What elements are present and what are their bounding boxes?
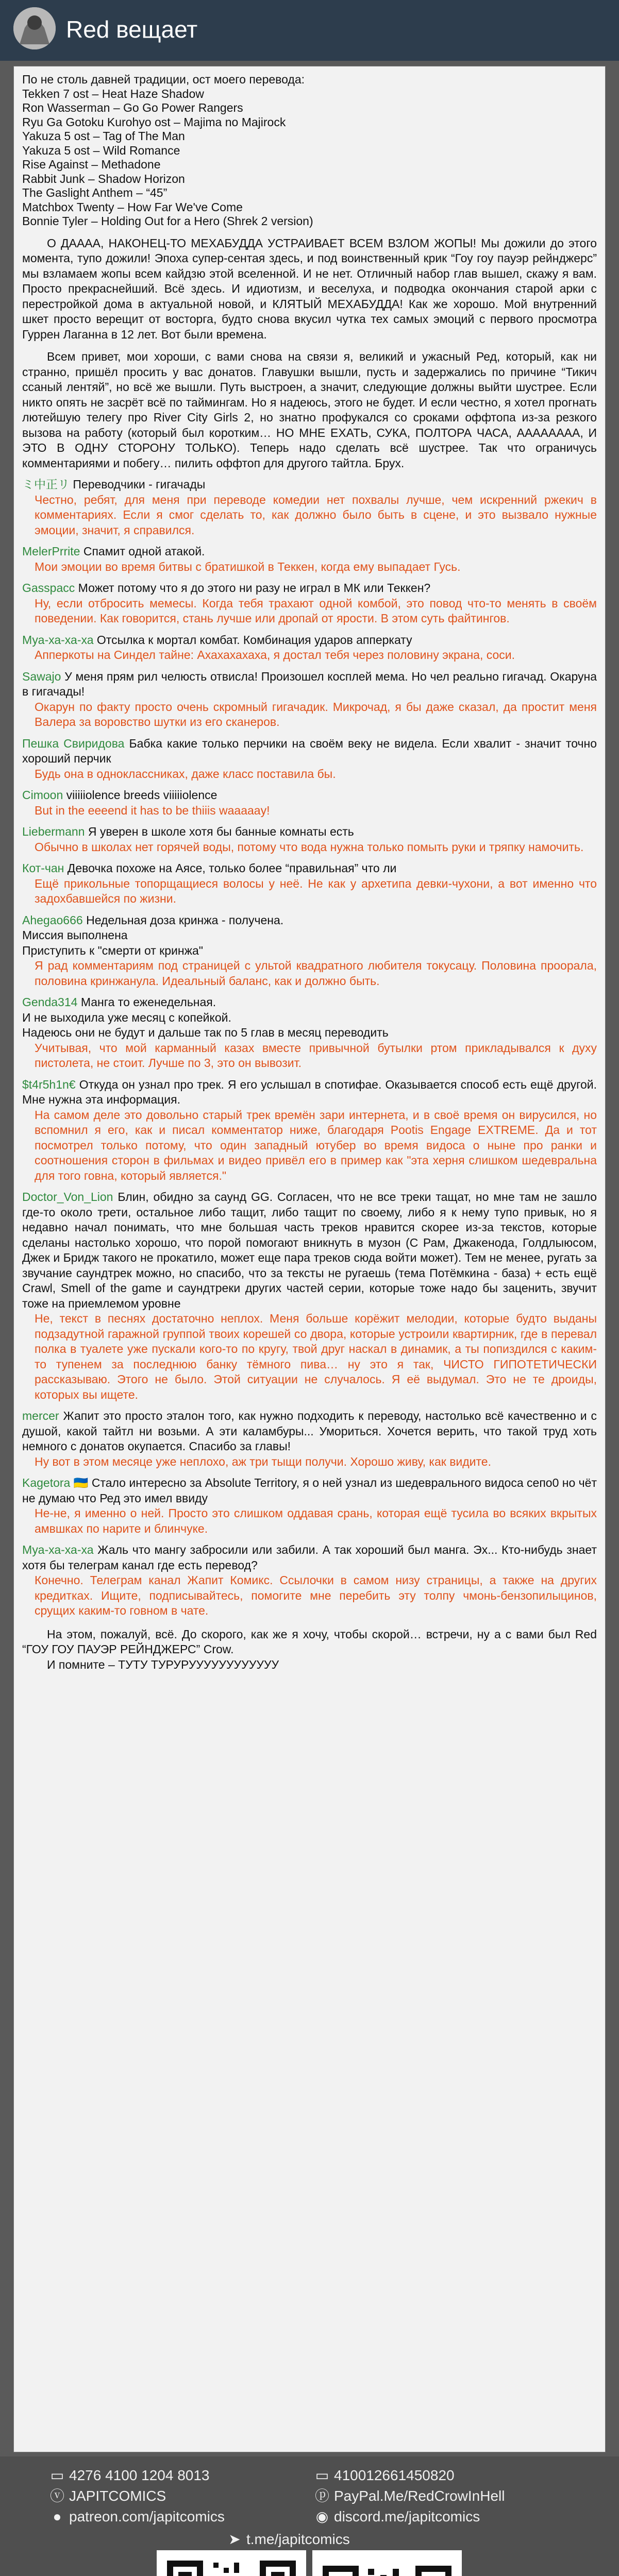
comment-12 bbox=[22, 1077, 597, 1184]
comment-text: Бабка какие только перчики на своём веку не видела. Если хвалит - значит точно хороший перчик bbox=[22, 736, 597, 765]
comment-author: ミ中正リ bbox=[22, 478, 70, 491]
comment-8 bbox=[22, 824, 597, 855]
comment-text: viiiiiolence breeds viiiiiolence bbox=[66, 788, 218, 802]
comment-reply: Не-не, я именно о ней. Просто это слишком оддавая срань, которая ещё тусила во всяких вкрытых амвшках по нарите и блинчуке. bbox=[35, 1506, 597, 1535]
comment-reply: Мои эмоции во время битвы с братишкой в Теккен, когда ему выпадает Гусь. bbox=[35, 560, 461, 573]
footer-right-2[interactable]: ⓟ PayPal.Me/RedCrowInHell bbox=[314, 2488, 505, 2504]
comment-text: Откуда он узнал про трек. Я его услышал в спотифае. Оказывается способ есть ещё другой. Мне нужна эта информация. bbox=[22, 1077, 597, 1106]
comment-author: Genda314 bbox=[22, 995, 78, 1009]
comment-text: Девочка похоже на Аясе, только более “правильная” что ли bbox=[67, 861, 397, 875]
comment-4 bbox=[22, 633, 597, 663]
comment-reply: Честно, ребят, для меня при переводе комедии нет похвалы лучше, чем искренний ржекич в комментариях. Если я смог сделать то, как должно было быть в сцене, и это вызвало нужные эмоции, значит, я справился. bbox=[35, 493, 597, 537]
comment-3 bbox=[22, 581, 597, 626]
footer-right-3[interactable]: ◉ discord.me/japitcomics bbox=[314, 2508, 480, 2526]
comments bbox=[22, 477, 597, 1619]
comment-author: Муа-ха-ха-ха bbox=[22, 1543, 94, 1556]
comment-16 bbox=[22, 1543, 597, 1619]
comment-text: Блин, обидно за саунд GG. Согласен, что не все треки тащат, но мне там не зашло где-то около трети, остальное либо тащит, либо тащит по своему, либо я к нему тупо привык, но я недавно начал понимать, что мне большая часть треков нравится скорее из-за текстов, которые сделаны настолько хорошо, что порой помогают вникнуть в музон (С Рам, Джакенода, Голдлыюсом, Джек и Бридж такого не прокатило, может еще пара треков сюда войти может). Тем не менее, ругать за звучание саундтрек можно, но спасибо, что за тексты не ругаешь (тема Потёмкина - база) + есть ещё Crawl, Smell of the game и саундтреки других частей серии, которые тоже надо бы заценить, звучит тоже на приемлемом уровне bbox=[22, 1190, 597, 1310]
footer-left-3[interactable]: ● patreon.com/japitcomics bbox=[49, 2508, 225, 2526]
comment-5 bbox=[22, 669, 597, 730]
footer-telegram[interactable]: ➤ t.me/japitcomics bbox=[227, 2531, 350, 2548]
card-icon: ▭ bbox=[315, 2467, 329, 2483]
comment-text: У меня прям рил челюсть отвисла! Произошел косплей мема. Но чел реально гигачад. Окаруна в гигачады! bbox=[22, 669, 597, 698]
post-body bbox=[13, 66, 606, 2452]
comment-author: $t4r5h1n€ bbox=[22, 1077, 76, 1091]
comment-author: Sawajo bbox=[22, 669, 61, 683]
paragraph-1: О ДАААА, НАКОНЕЦ-ТО МЕХАБУДДА УСТРАИВАЕТ ВСЕМ ВЗЛОМ ЖОПЫ! Мы дожили до этого момента, тупо дожили! Эпоха супер-сентая здесь, и под воинственный крик “Гоу гоу пауэр рейнджерс” мы взламаем жопы всем кайдзю этой вселенной. И не нет. Отличный набор глав вышел, скажу я вам. Просто прекраснейший. Всё здесь. И идиотизм, и веселуха, и подводка окончания старой арки с перестройкой дома в актуальной новой, и КЛЯТЫЙ МЕХАБУДДА! Как же хорошо. Мой внутренний шкет просто верещит от восторга, будто снова вкусил чутка тех самых эмоций с первого просмотра Гуррен Лаганна в 12 лет. Вот были времена. bbox=[22, 236, 597, 341]
comment-text: Жапит это просто эталон того, как нужно подходить к переводу, настолько всё качественно и с душой, какой тайтл ни возьми. А эти каламбуры... Умориться. Хочется верить, что такой труд хоть немного с донатов окупается. Спасибо за главы! bbox=[22, 1409, 597, 1453]
comment-1 bbox=[22, 477, 597, 538]
comment-text: Жаль что мангу забросили или забили. А так хороший был манга. Эх... Кто-нибудь знает хотя бы телеграм канал где есть перевод? bbox=[22, 1543, 597, 1572]
discord-icon: ◉ bbox=[315, 2509, 329, 2524]
comment-10 bbox=[22, 913, 597, 989]
paragraph-2: Всем привет, мои хороши, с вами снова на связи я, великий и ужасный Ред, который, как ни странно, пришёл просить у вас донатов. Главушки вышли, пусть и задержались по причине “Тикич ссаный лентяй”, но всё же вышли. Путь выстроен, а значит, следующие должны выйти шустрее. Если никто опять не засрёт всё по таймингам. Но я надеюсь, этого не будет. И если честно, я хотел прогнать лютейшую телегу про River City Girls 2, но знатно профукался со сроками оффтопа из-за резкого вызова на работу (который был коротким… НО МНЕ ЕХАТЬ, СУКА, ПОЛТОРА ЧАСА, АААААААА, И ЭТО В ОДНУ СТОРОНУ ТОЛЬКО). Теперь надо сделать всё шустрее. Так что ограничусь комментариями и побегу… пилить оффтоп для другого тайтла. Брух. bbox=[22, 350, 597, 470]
comment-9 bbox=[22, 861, 597, 907]
card-icon: ▭ bbox=[50, 2467, 64, 2483]
comment-reply: Обычно в школах нет горячей воды, потому что вода нужна только помыть руки и тряпку намочить. bbox=[35, 840, 584, 854]
comment-author: Kagetora bbox=[22, 1476, 71, 1489]
comment-13 bbox=[22, 1190, 597, 1402]
comment-11 bbox=[22, 995, 597, 1071]
comment-reply: На самом деле это довольно старый трек времён зари интернета, и в своё время он вирусился, но вспомнил я его, как и писал комментатор ниже, благодаря Pootis Engage EXTREME. Да и тот посмотрел только потому, что один западный ютубер во время видоса о ныне про ранки и соотношения сторон в фильмах и видео привёл его в пример как "эта херня слишком шедевральна для того говна, который является." bbox=[35, 1108, 597, 1182]
comment-reply: Ну, если отбросить мемесы. Когда тебя трахают одной комбой, это повод что-то менять в своём поведении. Как говорится, стань лучше или дропай от ярости. В этом суть файтингов. bbox=[35, 596, 597, 625]
comment-text: Отсылка к мортал комбат. Комбинация ударов апперкату bbox=[96, 633, 412, 647]
comment-author: Doctor_Von_Lion bbox=[22, 1190, 113, 1204]
vk-icon: ⓥ bbox=[49, 2488, 64, 2504]
comment-author: Liebermann bbox=[22, 825, 85, 838]
comment-text: Может потому что я до этого ни разу не играл в МК или Теккен? bbox=[78, 581, 431, 595]
patreon-icon: ● bbox=[53, 2509, 62, 2524]
header bbox=[0, 0, 619, 61]
telegram-qr-code[interactable] bbox=[312, 2550, 462, 2576]
comment-author: Cimoon bbox=[22, 788, 63, 802]
comment-text: Переводчики - гигачады bbox=[73, 478, 206, 491]
comment-reply: But in the eeeend it has to be thiiis waaaaay! bbox=[35, 803, 270, 817]
comment-reply: Не, текст в песнях достаточно неплох. Меня больше корёжит мелодии, которые будто выданы подзадутной гаражной группой твоих корешей со двора, которые устроили квартирник, где в перевал полка в туалете уже пускали кого-то по кругу, твой друг наскал в динамик, а ты попиздился с каким-то тупенем за последнюю банку тёмного пива… ну это я так, ЧИСТО ГИПОТЕТИЧЕСКИ рассказываю. Этого не было. Этой ситуации не случалось. Я её выдумал. Это не те дроиды, которых вы ищете. bbox=[35, 1312, 597, 1401]
comment-text: Манга то еженедельная. И не выходила уже месяц с копейкой. Надеюсь они не будут и дальше так по 5 глав в месяц переводить bbox=[22, 995, 389, 1039]
outro-2: И помните – ТУТУ ТУРУРУУУУУУУУУУУУ bbox=[47, 1657, 279, 1671]
footer-right-1[interactable]: ▭ 410012661450820 bbox=[315, 2467, 455, 2483]
comment-reply: Я рад комментариям под страницей с ультой квадратного любителя токусацу. Половина проорала, половина кринжанула. Идеальный баланс, как и должно быть. bbox=[35, 959, 597, 988]
comment-author: Кот-чан bbox=[22, 861, 64, 875]
comment-reply: Окарун по факту просто очень скромный гигачадик. Микрочад, я бы даже сказал, да простит меня Валера за воровство шутки из его сканеров. bbox=[35, 700, 597, 728]
donate-qr-code[interactable] bbox=[157, 2550, 306, 2576]
paypal-icon: ⓟ bbox=[314, 2488, 329, 2504]
ost-list: По не столь давней традиции, ост моего перевода: Tekken 7 ost – Heat Haze Shadow Ron Wasserman – Go Go Power Rangers Ryu Ga Gotoku Kurohyo ost – Majima no Majirock Yakuza 5 ost – Tag of The Man Yakuza 5 ost – Wild Romance Rise Against – Methadone Rabbit Junk – Shadow Horizon The Gaslight Anthem – “45” Matchbox Twenty – How Far We've Come Bonnie Tyler – Holding Out for a Hero (Shrek 2 version) bbox=[22, 73, 313, 228]
comment-text: Спамит одной атакой. bbox=[83, 545, 205, 558]
comment-author: Муа-ха-ха-ха bbox=[22, 633, 94, 647]
comment-author: MelerPrrite bbox=[22, 545, 80, 558]
comment-7 bbox=[22, 788, 597, 818]
telegram-icon: ➤ bbox=[228, 2531, 241, 2547]
comment-reply: Апперкоты на Синдел тайне: Ахахахахаха, я достал тебя через половину экрана, соси. bbox=[35, 648, 515, 662]
comment-text: Недельная доза кринжа - получена. Миссия выполнена Приступить к "смерти от кринжа" bbox=[22, 913, 284, 957]
comment-6 bbox=[22, 736, 597, 782]
comment-author: Ahegao666 bbox=[22, 913, 83, 927]
footer-left-2[interactable]: ⓥ JAPITCOMICS bbox=[49, 2488, 166, 2504]
comment-15 bbox=[22, 1476, 597, 1536]
comment-text: Я уверен в школе хотя бы банные комнаты есть bbox=[88, 825, 354, 838]
comment-reply: Конечно. Телеграм канал Жапит Комикс. Ссылочки в самом низу страницы, а также на других кредитках. Ищите, подписывайтесь, помогите мне перебить эту толпу чмонь-бензопилыцинов, срущих каким-то говном в чате. bbox=[35, 1573, 597, 1617]
comment-text: 🇺🇦 Стало интересно за Absolute Territory, я о ней узнал из шедеврального видоса сепо0 но чёт не думаю что Ред это имел ввиду bbox=[22, 1476, 597, 1505]
comment-2 bbox=[22, 544, 597, 574]
comment-reply: Ну вот в этом месяце уже неплохо, аж три тыщи получи. Хорошо живу, как видите. bbox=[35, 1454, 491, 1468]
avatar bbox=[13, 7, 56, 49]
comment-author: Пешка Свиридова bbox=[22, 736, 125, 750]
comment-author: Gasspacc bbox=[22, 581, 75, 595]
comment-reply: Учитывая, что мой карманный казах вместе привычной бутылки ртом прикладывался к духу пистолета, не стоит. Лучше по 3, это он вывозит. bbox=[35, 1041, 597, 1070]
comment-reply: Ещё прикольные топорщащиеся волосы у неё. Не как у архетипа девки-чухони, а вот именно что задохбавшейся по жизни. bbox=[35, 876, 597, 905]
footer-left-1[interactable]: ▭ 4276 4100 1204 8013 bbox=[50, 2467, 210, 2483]
channel-title: Red вещает bbox=[66, 16, 198, 43]
comment-author: mercer bbox=[22, 1409, 59, 1422]
outro: На этом, пожалуй, всё. До скорого, как же я хочу, чтобы скорой… встречи, ну а с вами был Red “ГОУ ГОУ ПАУЭР РЕЙНДЖЕРС” Crow. bbox=[22, 1627, 597, 1656]
comment-reply: Будь она в одноклассниках, даже класс поставила бы. bbox=[35, 767, 336, 781]
comment-14 bbox=[22, 1409, 597, 1469]
